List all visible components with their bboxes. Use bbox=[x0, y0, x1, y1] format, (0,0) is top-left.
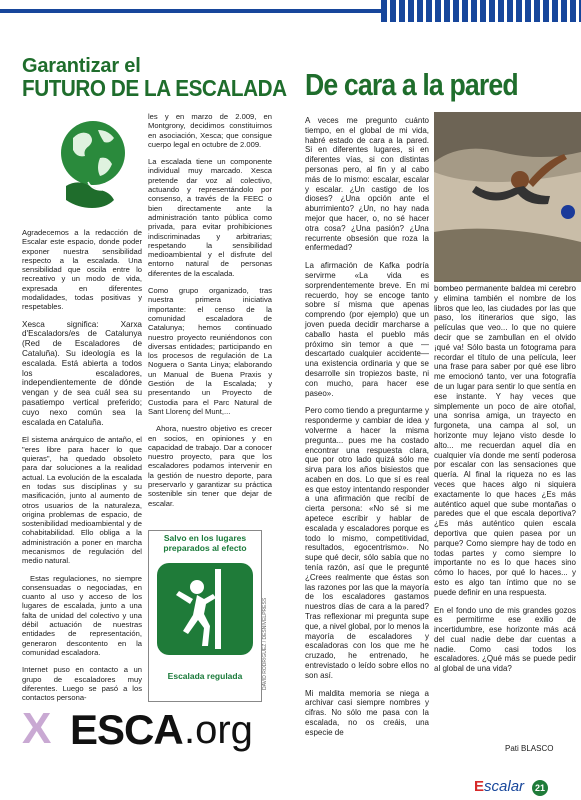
left-paragraph: les y en marzo de 2.009, en Montgrony, decidimos constituirnos en asociación, Xesca; que consigue cuerpo legal en octubre de 2.009. bbox=[148, 112, 272, 149]
right-paragraph: La afirmación de Kafka podría servirme «La vida es sorprendentemente breve. En mi recuerdo, hoy se encoge tanto sobre sí misma que apenas comprendo (por ejemplo) que un joven pueda decidir marcharse a caballo hasta el pueblo más próximo sin temor a que —descartado cualquier accidente— una existencia ordinaria y que se desarrolle sin tropiezos baste, ni con mucho, para hacer ese paseo». bbox=[305, 261, 429, 398]
climber-photo bbox=[434, 112, 581, 282]
magazine-logo-initial: E bbox=[474, 778, 485, 795]
right-column-2 bbox=[434, 284, 576, 682]
right-paragraph: En el fondo uno de mis grandes gozos es permitirme ese exilio de incertidumbre, ese horizonte más acá del cual nadie debe dar cuentas a nadie. Como casi todos los escaladores. ¿Qué más se puede pedir al global de una vida? bbox=[434, 605, 576, 674]
logo-x: X bbox=[22, 704, 52, 753]
left-column-2 bbox=[148, 112, 272, 516]
left-paragraph: Estas regulaciones, no siempre consensuadas o negociadas, en cuanto al uso y acceso de los lugares de escalada, junto a una falta de unidad del colectivo y una débil actuación de nuestras entidades de representación, generaron descontento en la comunidad escaladora. bbox=[22, 573, 142, 657]
left-title-line1: Garantizar el bbox=[22, 55, 141, 77]
left-paragraph: Ahora, nuestro objetivo es crecer en socios, en opiniones y en capacidad de trabajo. Dar a conocer nuestro proyecto, para que los escaladores podamos intervenir en la gestión de nuestro deporte, para preservarlo y garantizar su práctica sostenible sin tener que dejar de escalar. bbox=[148, 424, 272, 508]
right-paragraph: Pero como tiendo a preguntarme y responderme y cambiar de idea y volverme a hacer la misma pregunta... pues me ha costado encontrar una respuesta clara, que por otro lado quizá sólo me sirva para los años bisiestos que acaben en dos. Lo que sí es real es que estoy intentando responder a una afirmación que recibí de cierta persona: «No sé si me apetece escribir y hablar de escalada y escaladores porque es todo lo mismo, competitividad, resultados, egocentrismo». No supe qué decir, sólo sabía que no tenía razón, así que le pregunté ¿Crees realmente que éstas son las razones por las que la mayoría de los escaladores gastamos nuestros días de cara a la pared? Tras reflexionar mi pregunta supe que, a nivel global, por lo menos la mayoría de escaladores y escaladoras con los que me he cruzado, he entrenado, he entrevistado o leído sobre ellos no son así. bbox=[305, 406, 429, 680]
magazine-logo-rest: scalar bbox=[484, 778, 525, 795]
right-paragraph: Mi maldita memoria se niega a archivar casi siempre nombres y cifras. No sólo me pasa con la escalada, no os creáis, una especie de bbox=[305, 688, 429, 737]
right-paragraph: A veces me pregunto cuánto tiempo, en el global de mi vida, habré estado de cara a la pared. Si en diferentes lugares, si en diferentes vías, si con distintas personas pero, al fin y al cabo más de lo mismo: escalar, escalar y escalar. ¿Un castigo de los dioses? ¿Una opción ante el aburrimiento? ¿Un, no hay nada mejor que hacer, o, no sé hacer otra cosa? ¿Una pasión? ¿Una recurrente obsesión que roza la enfermedad? bbox=[305, 116, 429, 253]
left-paragraph: Internet puso en contacto a un grupo de escaladores muy diferentes. Luego se pasó a los contactos persona- bbox=[22, 665, 142, 703]
xesca-logo bbox=[22, 702, 272, 762]
photo-credit: DAVID RODRÍGUEZ / DESNIVELPRESS bbox=[262, 597, 268, 690]
author-byline: Pati BLASCO bbox=[505, 744, 554, 753]
left-paragraph: Como grupo organizado, tras nuestra primera iniciativa importante: el censo de la comunidad escaladora de Catalunya; hemos continuado nuestro proyecto reuniéndonos con diversas entidades; participando en los procesos de regulación de La Noguera o Santa Linya; elaborando un Manual de Buena Praxis y Gestión de la Escalada; y presentando un Proyecto de Custodia para el Parc Natural de Sant Llorenç del Munt,... bbox=[148, 286, 272, 416]
top-stripe bbox=[381, 0, 581, 22]
regulated-climbing-sign bbox=[148, 530, 262, 702]
left-paragraph: La escalada tiene un componente individual muy marcado. Xesca pretende dar voz al colectivo, actuando y representándolo por consenso, a través de la FEEC o bien directamente ante la administración tanto pública como privada, para evitar prohibiciones indiscriminadas y arbitrarias; respetando la sensibilidad medioambiental y el disfrute del entorno natural de personas diferentes de la escalada. bbox=[148, 157, 272, 278]
right-column-1 bbox=[305, 116, 429, 746]
top-bar bbox=[0, 0, 581, 22]
globe-hand-icon bbox=[48, 108, 138, 218]
logo-esca: ESCA bbox=[70, 706, 183, 753]
climber-icon bbox=[157, 563, 253, 655]
left-headline bbox=[22, 56, 292, 100]
page-number: 21 bbox=[532, 780, 548, 796]
right-headline: De cara a la pared bbox=[305, 67, 518, 102]
right-paragraph: bombeo permanente baldea mi cerebro y elimina también el nombre de los libros que leo, las ciudades por las que paso, los itinerarios que sigo, las películas que veo... lo que no quiere decir que se zambullan en el olvido ¡qué va! Sólo basta un fotograma para recordar el título de una película, leer una frase para saber por qué ese libro me emocionó tanto, ver una fotografía de un lugar para sentir lo que sentía en ese instante. Y hay veces que simplemente un poco de aire otoñal, una sonrisa amiga, un trayecto en furgoneta, una campa al sol, un horizonte muy lejano visto desde lo alto... me recuerdan aquel día en cualquier vía donde me sentí poderosa por escalar con las sensaciones que quería. Al final la riqueza no es las veces que haces algo ni siquiera exactamente lo que haces ¿Es más auténtico aquel que sube montañas o paredes que el que escala deportiva? ¿Es más auténtico quien escala deportiva que quien pasea por un parque? Como siempre hay de todo en todas partes y como siempre lo importante no es lo que haces sino cómo lo haces, por qué lo haces... y esto es algo tan íntimo que no se puede definir en una respuesta. bbox=[434, 284, 576, 597]
sign-caption: Escalada regulada bbox=[167, 671, 243, 681]
left-paragraph: Agradecemos a la redacción de Escalar este espacio, donde poder exponer nuestra sensibilidad respecto a la escalada. Una sensibilidad que oscila entre lo recreativo y un modo de vida, expresada en diferentes modalidades, todas positivas y respetables. bbox=[22, 228, 142, 312]
left-title-line2: FUTURO DE LA ESCALADA bbox=[22, 75, 287, 101]
page-footer bbox=[474, 778, 581, 798]
sign-title: Salvo en los lugares preparados al efecto bbox=[163, 533, 247, 553]
logo-org: .org bbox=[184, 708, 253, 752]
left-paragraph: Xesca significa: Xarxa d'Escaladors/es de Catalunya (Red de Escaladores de Cataluña). Su ideología es la escalada. Está abierta a todos los escaladores, independientemente de dónde vengan y de sea cuál sea su pasatiempo vertical preferido; cuyo nexo común sea la escalada en Cataluña. bbox=[22, 319, 142, 427]
left-column-1 bbox=[22, 228, 142, 710]
left-paragraph: El sistema anárquico de antaño, el "eres libre para hacer lo que quieras", ha quedado obsoleto para dar soluciones a la realidad actual. La evolución de la escalada en todas sus disciplinas y su masificación, junto al aumento de otros usuarios de la naturaleza, origina problemas de espacio, de sostenibilidad medioambiental y de cohabitabilidad. Ello obliga a la administración a poner en marcha mecanismos de regulación del medio natural. bbox=[22, 435, 142, 566]
magazine-logo bbox=[474, 778, 524, 795]
